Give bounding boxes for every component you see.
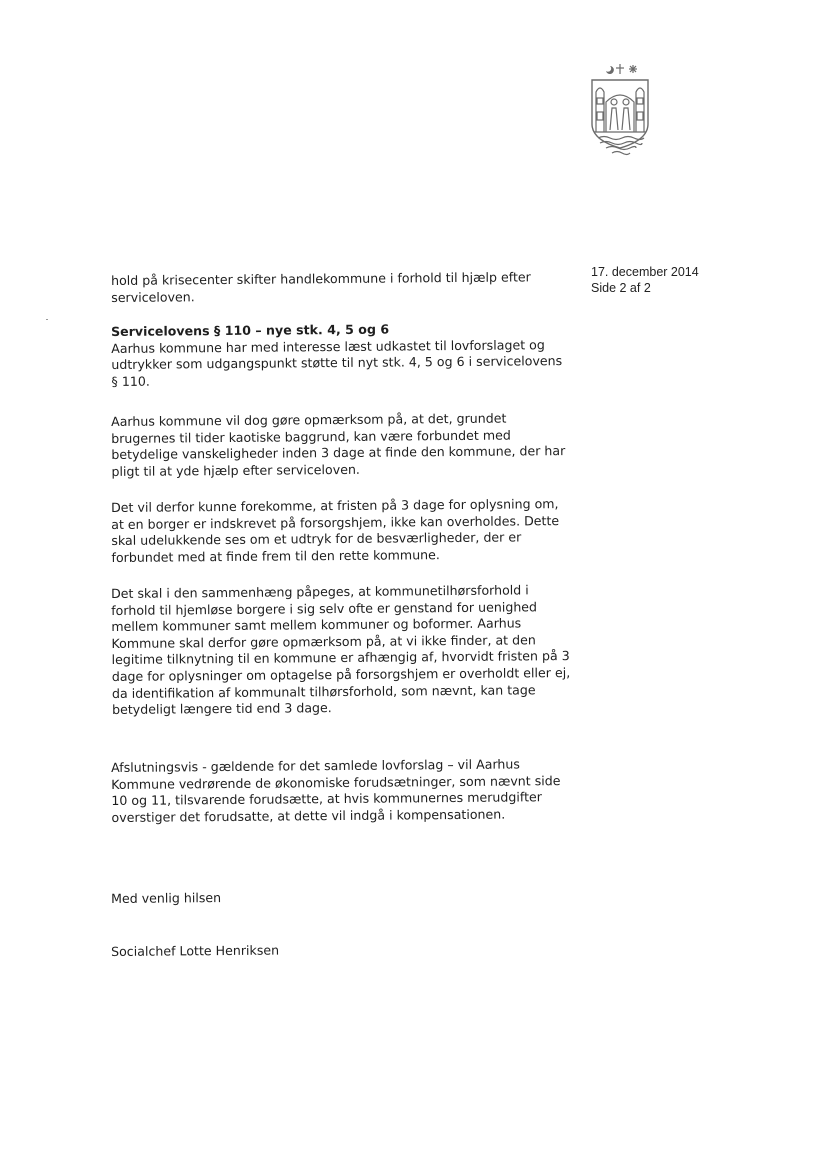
- page-number: Side 2 af 2: [591, 281, 651, 295]
- section-servicelovens-110: [111, 320, 572, 390]
- coat-of-arms-logo: [586, 62, 654, 162]
- closing-greeting: [111, 887, 571, 908]
- paragraph-text: Afslutningsvis - gældende for det samlede lovforslag – vil Aarhus Kommune vedrørende de økonomiske forudsætninger, som nævnt side 10 og 11, tilsvarende forudsætte, at hvis kommunernes merudgifter overstiger det forudsatte, at dette vil indgå i kompensationen.: [111, 756, 561, 825]
- letter-date: 17. december 2014: [591, 265, 699, 279]
- paragraph-text: Det vil derfor kunne forekomme, at fristen på 3 dage for oplysning om, at en borger er indskrevet på forsorgshjem, ikke kan overholdes. Dette skal udelukkende ses om et udtryk for de besværligheder, der er forbundet med at finde frem til den rette kommune.: [111, 496, 560, 565]
- paragraph-difficulties: [111, 410, 572, 480]
- paragraph-affiliation: [111, 582, 572, 719]
- paragraph-conclusion: [111, 756, 572, 826]
- paragraph-text: Det skal i den sammenhæng påpeges, at kommunetilhørsforhold i forhold til hjemløse borgere i sig selv ofte er genstand for uenighed mellem kommuner samt mellem kommuner og boformer. Aarhus Kommune skal derfor gøre opmærksom på, at vi ikke finder, at den legitime tilknytning til en kommune er afhængig af, hvorvidt fristen på 3 dage for oplysninger om optagelse på forsorgshjem er overholdt eller ej, da identifikation af kommunalt tilhørsforhold, som nævnt, kan tage betydeligt længere tid end 3 dage.: [111, 582, 571, 718]
- closing-text: Med venlig hilsen: [111, 890, 222, 906]
- scan-speck: [46, 319, 48, 320]
- paragraph-text: Aarhus kommune vil dog gøre opmærksom på, at det, grundet brugernes til tider kaotiske baggrund, kan være forbundet med betydelige vanskeligheder inden 3 dage at finde den kommune, der har pligt til at yde hjælp efter serviceloven.: [111, 410, 566, 479]
- section-heading: Servicelovens § 110 – nye stk. 4, 5 og 6: [111, 321, 390, 339]
- letter-meta: [591, 264, 699, 296]
- paragraph-deadline: [111, 496, 572, 566]
- paragraph-text: Aarhus kommune har med interesse læst udkastet til lovforslaget og udtrykker som udgangspunkt støtte til nyt stk. 4, 5 og 6 i servicelovens § 110.: [111, 336, 563, 389]
- signature-text: Socialchef Lotte Henriksen: [111, 942, 280, 959]
- paragraph-continuation: [111, 269, 571, 306]
- paragraph-text: hold på krisecenter skifter handlekommune i forhold til hjælp efter serviceloven.: [111, 269, 531, 305]
- signature-block: [111, 940, 571, 961]
